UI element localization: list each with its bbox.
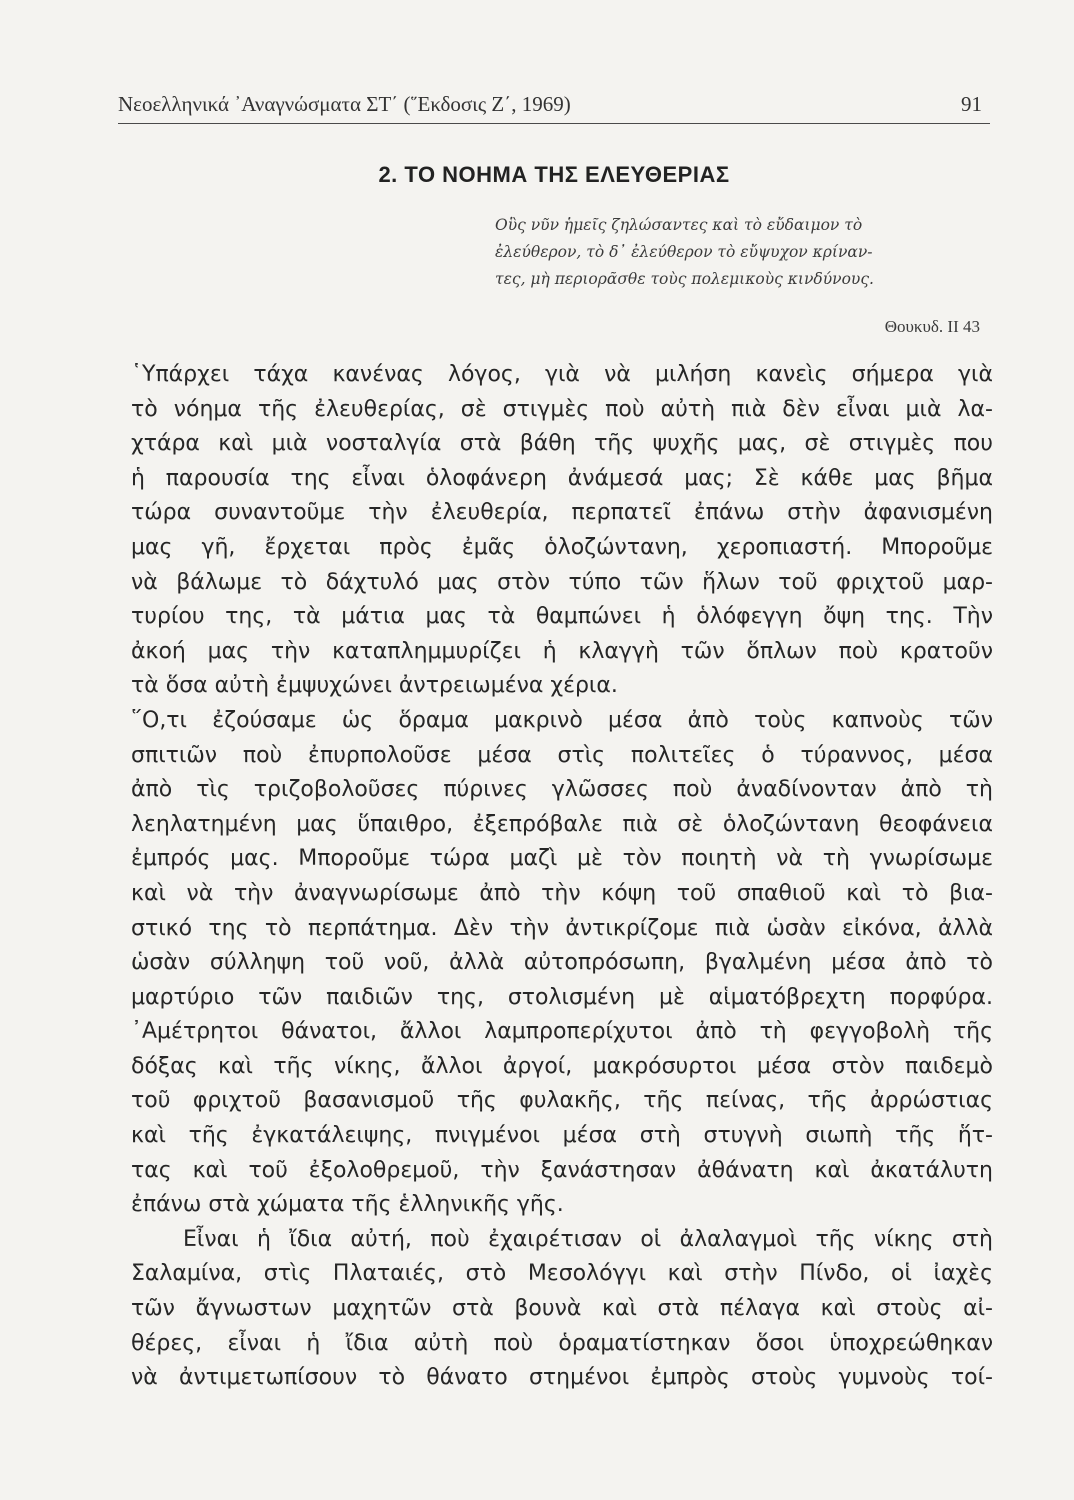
body-line: ἡ παρουσία της εἶναι ὁλοφάνερη ἀνάμεσά μας; Σὲ κάθε μας βῆμα: [131, 465, 993, 491]
epigraph-line: ἐλεύθερον, τὸ δ᾿ ἐλεύθερον τὸ εὔψυχον κρίναν-: [495, 243, 873, 261]
body-line: θέρες, εἶναι ἡ ἴδια αὐτὴ ποὺ ὁραματίστηκαν ὅσοι ὑποχρεώθηκαν: [131, 1330, 993, 1356]
body-line: τας καὶ τοῦ ἐξολοθρεμοῦ, τὴν ξανάστησαν ἀθάνατη καὶ ἀκατάλυτη: [131, 1157, 993, 1183]
body-line: ἀπὸ τὶς τριζοβολοῦσες πύρινες γλῶσσες ποὺ ἀναδίνονταν ἀπὸ τὴ: [131, 777, 993, 803]
body-line: καὶ νὰ τὴν ἀναγνωρίσωμε ἀπὸ τὴν κόψη τοῦ σπαθιοῦ καὶ τὸ βια-: [131, 880, 993, 906]
page-number: 91: [961, 92, 982, 116]
body-line: τοῦ φριχτοῦ βασανισμοῦ τῆς φυλακῆς, τῆς πείνας, τῆς ἀρρώστιας: [131, 1088, 993, 1114]
body-line: ἀκοή μας τὴν καταπλημμυρίζει ἡ κλαγγὴ τῶν ὅπλων ποὺ κρατοῦν: [131, 638, 993, 664]
body-line: τῶν ἄγνωστων μαχητῶν στὰ βουνὰ καὶ στὰ πέλαγα καὶ στοὺς αἰ-: [131, 1296, 993, 1322]
body-line: σπιτιῶν ποὺ ἐπυρπολοῦσε μέσα στὶς πολιτεῖες ὁ τύραννος, μέσα: [131, 742, 993, 768]
body-line: δόξας καὶ τῆς νίκης, ἄλλοι ἀργοί, μακρόσυρτοι μέσα στὸν παιδεμὸ: [131, 1053, 993, 1079]
epigraph-line: τες, μὴ περιορᾶσθε τοὺς πολεμικοὺς κινδύνους.: [495, 270, 874, 288]
page-header: [118, 86, 990, 126]
body-line: ῾Υπάρχει τάχα κανένας λόγος, γιὰ νὰ μιλήση κανεὶς σήμερα γιὰ: [131, 362, 993, 387]
body-line: μαρτύριο τῶν παιδιῶν της, στολισμένη μὲ αἱματόβρεχτη πορφύρα.: [131, 984, 993, 1010]
chapter-title: 2. ΤΟ ΝΟΗΜΑ ΤΗΣ ΕΛΕΥΘΕΡΙΑΣ: [378, 162, 730, 187]
body-line: ῞Ο,τι ἐζούσαμε ὡς ὅραμα μακρινὸ μέσα ἀπὸ τοὺς καπνοὺς τῶν: [131, 707, 993, 733]
running-title: Νεοελληνικά ᾿Αναγνώσματα ΣΤ΄ (῞Εκδοσις Ζ΄, 1969): [118, 92, 571, 116]
body-line: τὸ νόημα τῆς ἐλευθερίας, σὲ στιγμὲς ποὺ αὐτὴ πιὰ δὲν εἶναι μιὰ λα-: [131, 396, 993, 422]
body-line: ἐμπρός μας. Μποροῦμε τώρα μαζὶ μὲ τὸν ποιητὴ νὰ τὴ γνωρίσωμε: [131, 846, 993, 872]
body-line: Εἶναι ἡ ἴδια αὐτή, ποὺ ἐχαιρέτισαν οἱ ἀλαλαγμοὶ τῆς νίκης στὴ: [183, 1226, 993, 1252]
body-line: καὶ τῆς ἐγκατάλειψης, πνιγμένοι μέσα στὴ στυγνὴ σιωπὴ τῆς ἥτ-: [131, 1123, 993, 1149]
body-line: ἐπάνω στὰ χώματα τῆς ἑλληνικῆς γῆς.: [131, 1192, 564, 1218]
body-line: ὡσὰν σύλληψη τοῦ νοῦ, ἀλλὰ αὐτοπρόσωπη, βγαλμένη μέσα ἀπὸ τὸ: [131, 950, 993, 976]
body-line: Σαλαμίνα, στὶς Πλαταιές, στὸ Μεσολόγγι καὶ στὴν Πίνδο, οἱ ἰαχὲς: [131, 1261, 993, 1287]
body-line: τὰ ὅσα αὐτὴ ἐμψυχώνει ἀντρειωμένα χέρια.: [131, 673, 618, 699]
body-line: μας γῆ, ἔρχεται πρὸς ἐμᾶς ὁλοζώντανη, χεροπιαστή. Μποροῦμε: [131, 534, 993, 560]
body-line: χτάρα καὶ μιὰ νοσταλγία στὰ βάθη τῆς ψυχῆς μας, σὲ στιγμὲς που: [131, 431, 993, 457]
header-rule: [118, 123, 990, 124]
body-line: νὰ ἀντιμετωπίσουν τὸ θάνατο στημένοι ἐμπρὸς στοὺς γυμνοὺς τοί-: [131, 1365, 993, 1391]
body-line: τώρα συναντοῦμε τὴν ἐλευθερία, περπατεῖ ἐπάνω στὴν ἀφανισμένη: [131, 500, 993, 526]
epigraph-line: Οὓς νῦν ἡμεῖς ζηλώσαντες καὶ τὸ εὔδαιμον τὸ: [495, 216, 863, 234]
body-line: νὰ βάλωμε τὸ δάχτυλό μας στὸν τύπο τῶν ἥλων τοῦ φριχτοῦ μαρ-: [131, 569, 993, 595]
body-line: στικό της τὸ περπάτημα. Δὲν τὴν ἀντικρίζομε πιὰ ὡσὰν εἰκόνα, ἀλλὰ: [131, 915, 993, 941]
body-line: ᾿Αμέτρητοι θάνατοι, ἄλλοι λαμπροπερίχυτοι ἀπὸ τὴ φεγγοβολὴ τῆς: [131, 1019, 993, 1045]
epigraph: [495, 212, 987, 293]
body-line: τυρίου της, τὰ μάτια μας τὰ θαμπώνει ἡ ὁλόφεγγη ὄψη της. Τὴν: [131, 604, 993, 630]
body-line: λεηλατημένη μας ὕπαιθρο, ἐξεπρόβαλε πιὰ σὲ ὁλοζώντανη θεοφάνεια: [131, 811, 993, 837]
body-text: [131, 358, 993, 1396]
epigraph-source: Θουκυδ. ΙΙ 43: [884, 317, 980, 336]
